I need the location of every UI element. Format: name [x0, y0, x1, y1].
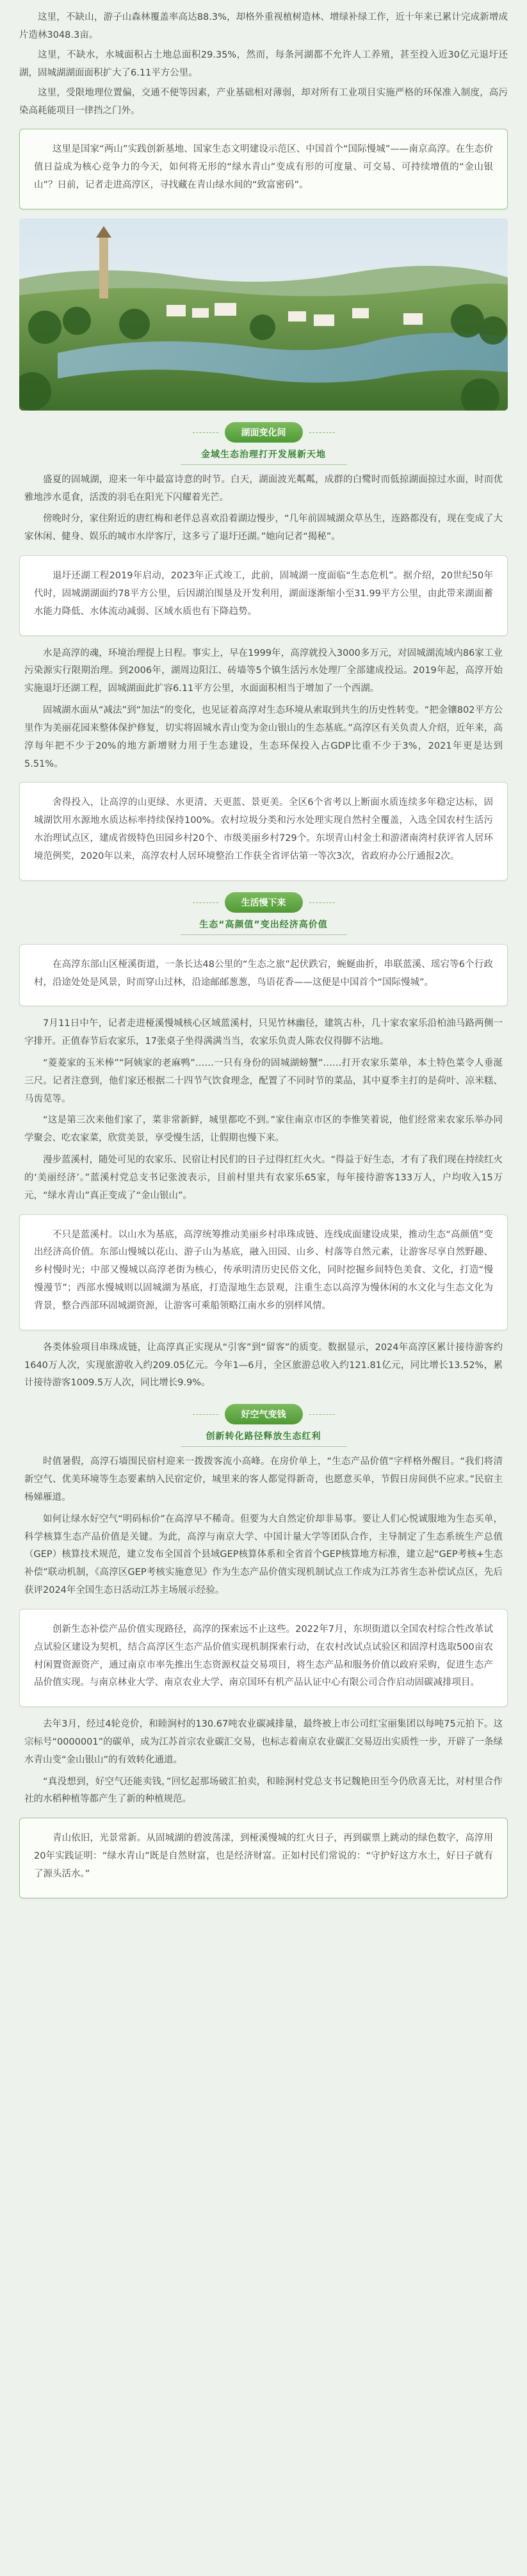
body-paragraph: 水是高淳的魂，环境治理提上日程。事实上，早在1999年，高淳就投入3000多万元，对固城湖流域内86家工业污染源实行限期治理。到2006年，湖周边阳江、砖墙等5个镇生活污水处理厂全部建成投运。2019年起，高淳开始实施退圩还湖工程，固城湖面此扩容6.11平方公里，水面面积相当于增加了一个西湖。 [24, 648, 503, 694]
body-paragraph: “这是第三次来他们家了，菜非常新鲜，城里都吃不到。”家住南京市区的李惟笑着说，他们经常来农家乐举办同学聚会、吃农家菜，欣赏美景，享受慢生活，让假期也慢下来。 [24, 1115, 503, 1144]
info-card [19, 555, 508, 635]
info-card [19, 944, 508, 1007]
section-header-air [19, 1404, 508, 1447]
section-header-slow-life [19, 892, 508, 935]
card-paragraph: 舍得投入，让高淳的山更绿、水更清、天更蓝、景更美。全区6个省考以上断面水质连续多年稳定达标，固城湖饮用水源地水质达标率持续保持100%。农村垃圾分类和污水处理实现自然村全覆盖，入选全国农村生活污水治理试点区，建成省级特色田园乡村20个、市级美丽乡村729个。东坝青山村金土和游渚南湾村获评省人居环境范例奖，2020年以来，高淳农村人居环境整治工作获全省评估第一等次3次，省政府办公厅通报2次。 [34, 797, 493, 861]
body-paragraph: 去年3月，经过4轮竞价，和睦涧村的130.67吨农业碳减排量，最终被上市公司红宝丽集团以每吨75元拍下。这宗标号“0000001”的碳单，成为江苏首宗农业碳汇交易，也标志着南京农业碳汇交易迈出实质性一步，开辟了一条绿水青山变“金山银山”的有效转化通道。 [24, 1719, 503, 1765]
card-paragraph: 退圩还湖工程2019年启动，2023年正式竣工，此前，固城湖一度面临“生态危机”。据介绍，20世纪50年代时，固城湖湖面约78平方公里，后因湖泊围垦及开发利用，湖面逐渐缩小至31.99平方公里，由此带来湖面蓄水能力降低、水体流动减弱、区域水质也有下降趋势。 [34, 571, 493, 617]
body-paragraph: “真没想到，好空气还能卖钱，”回忆起那场破汇拍卖，和睦涧村党总支书记魏艳田至今仍欣喜无比，对村里合作社的水稻种植等都产生了新的种植规范。 [24, 1776, 503, 1805]
closing-card [19, 1818, 508, 1898]
info-card [19, 782, 508, 880]
section-body [19, 1453, 508, 1600]
section-subtitle: 金域生态治理打开发展新天地 [201, 449, 326, 460]
section-body [19, 645, 508, 774]
body-paragraph: 7月11日中午，记者走进桠溪慢城核心区域蓝溪村，只见竹林幽径，建筑古朴，几十家农家乐沿柏油马路两侧一字排开。正值春节后农家乐，17张桌子坐得满满当当，农家乐负责人陈农仪得脚不沾地。 [24, 1018, 503, 1047]
section-body [19, 1716, 508, 1809]
section-divider [181, 1446, 347, 1447]
landscape-illustration [19, 218, 508, 411]
lead-paragraph: 这里是国家“两山”实践创新基地、国家生态文明建设示范区、中国首个“国际慢城”——南京高淳。在生态价值日益成为核心竞争力的今天，如何将无形的“绿水青山”变成有形的可度量、可交易、可持续增值的“金山银山”？日前，记者走进高淳区，寻找藏在青山绿水间的“致富密码”。 [34, 144, 493, 190]
card-paragraph: 不只是蓝溪村。以山水为基底，高淳统筹推动美丽乡村串珠成链、连线成面建设成果，推动生态“高颜值”变出经济高价值。东部山慢城以花山、游子山为基底，融入田园、山乡、村落等自然元素，让游客尽享自然野趣、乡村慢时光；中部又慢城以高淳老街为核心，传承明清历史民俗文化，同时挖掘乡间特色美食、文化，打造“慢慢漫节”；西部水慢城则以固城湖为基底，打造湿地生态景观，注重生态以高淳为慢休闲的水文化与生态文化为背景，整合西部环固城湖资源，让游客可乘船领略江南水乡的别样风情。 [34, 1229, 493, 1311]
body-paragraph: “菱菱家的玉米棒”“阿姨家的老麻鸭”……一只有身份的固城湖螃蟹”……打开农家乐菜单，本土特色菜令人垂涎三尺。记者注意到，他们家还根据二十四节气饮食理念，配置了不同时节的菜品，其中夏季主打的是荷叶、凉米糕、马齿苋等。 [24, 1057, 503, 1104]
section-subtitle: 生态“高颜值”变出经济高价值 [199, 919, 328, 930]
section-divider [181, 464, 347, 465]
intro-block [19, 9, 508, 120]
section-body [19, 1339, 508, 1392]
body-paragraph: 时值暑假，高淳石墙围民宿村迎来一拨拨客流小高峰。在房价单上，“生态产品价值”字样格外醒目。“我们将清新空气、优美环境等生态要素纳入民宿定价，城里来的客人都觉得新奇，也愿意买单，节假日房间供不应求。”民宿主杨娣雁道。 [24, 1456, 503, 1503]
body-paragraph: 漫步蓝溪村，随处可见的农家乐、民宿让村民们的日子过得红红火火。“得益于好生态，才有了我们现在持续红火的‘美丽经济’。”蓝溪村党总支书记张波表示，目前村里共有农家乐65家，每年接待游客133万人，户均收入15万元，“绿水青山”真正变成了“金山银山”。 [24, 1155, 503, 1201]
body-paragraph: 盛夏的固城湖，迎来一年中最富诗意的时节。白天，湖面波光粼粼，成群的白鹭时而低掠湖面掠过水面，时而优雅地涉水觅食，活泼的羽毛在阳光下闪耀着光芒。 [24, 474, 503, 503]
card-paragraph: 在高淳东部山区桠溪街道，一条长达48公里的“生态之旅”起伏跌宕，蜿蜒曲折，串联蓝溪、瑶宕等6个行政村，沿途处处是风景，时而穿山过林，沿途邮邮葱葱，鸟语花香——这便是中国首个“国际慢城”。 [34, 959, 493, 988]
body-paragraph: 如何让绿水好空气“明码标价”在高淳早不稀奇。但要为大自然定价却非易事。要让人们心悦诚服地为生态买单，科学核算生态产品价值是关键。为此，高淳与南京大学、中国计量大学等团队合作，主导制定了生态系统生产总值（GEP）核算技术规范，建立发布全国首个县域GEP核算体系和全省首个GEP核算地方标准，建立起“GEP考核+生态补偿”联动机制，《高淳区GEP考核实施意见》作为生态产品价值实现机制试点工作成为江苏省生态补偿试点区，先后获评2024年全国生态日活动江苏主场展示经验。 [24, 1513, 503, 1596]
body-paragraph: 固城湖水面从“减法”到“加法”的变化，也见证着高淳对生态环境从索取到共生的历史性转变。“把金镶802平方公里作为美丽花园来整体保护修复，切实将固城水青山变为金山银山的生态基底。”高淳区有关负责人介绍，近年来，高淳每年把不少于20%的地方新增财力用于生态建设，生态环保投入占GDP比重不少于3%，2021年更是达到5.51%。 [24, 705, 503, 769]
body-paragraph: 各类体验项目串珠成链，让高淳真正实现从“引客”到“留客”的质变。数据显示，2024年高淳区累计接待游客约1640万人次，实现旅游收入约209.05亿元。今年1—6月，全区旅游总收入约121.81亿元，同比增长13.52%，累计接待游客1009.5万人次，同比增长9.9%。 [24, 1342, 503, 1389]
section-badge: 湖面变化间 [225, 422, 303, 443]
card-paragraph: 青山依旧，光景常新。从固城湖的碧波荡漾，到桠溪慢城的红火日子，再到碳票上跳动的绿色数字，高淳用20年实践证明：“绿水青山”既是自然财富，也是经济财富。正如村民们常说的：“守护好这方水土，好日子就有了源头活水。” [34, 1833, 493, 1879]
section-body [19, 1015, 508, 1205]
intro-paragraph: 这里，不缺水，水城面积占土地总面积29.35%，然而，每条河湖都不允许人工养殖，甚至投入近30亿元退圩还湖，固城湖湖面面积扩大了6.11平方公里。 [19, 50, 508, 78]
info-card [19, 1609, 508, 1707]
section-badge: 生活慢下来 [225, 892, 303, 913]
intro-paragraph: 这里，不缺山，游子山森林覆盖率高达88.3%，却格外重视植树造林、增绿补绿工作，近十年来已累计完成新增成片造林3048.3亩。 [19, 12, 508, 40]
section-subtitle: 创新转化路径释放生态红利 [206, 1431, 321, 1442]
card-paragraph: 创新生态补偿产品价值实现路径，高淳的探索远不止这些。2022年7月，东坝街道以全国农村综合性改革试点试验区建设为契机，结合高淳区生态产品价值实现机制探索行动，在农村改试点试验区和固淳村选取500亩农村闲置资源资产，通过南京市率先推出生态资源权益交易项目，将生态产品和服务价值以政府采购，促进生态产品价值实现。与南京林业大学、南京农业大学、南京国环有机产品认证中心有限公司合作启动固碳减排项目。 [34, 1624, 493, 1688]
info-card [19, 1214, 508, 1330]
lead-card [19, 129, 508, 209]
landscape-photo [19, 218, 508, 411]
section-header-lake [19, 422, 508, 465]
intro-paragraph: 这里，受限地理位置偏，交通不便等因素，产业基础相对薄弱，却对所有工业项目实施严格的环保准入制度，高污染高耗能项目一律挡之门外。 [19, 88, 508, 116]
section-body [19, 471, 508, 546]
body-paragraph: 傍晚时分，家住附近的唐红梅和老伴总喜欢沿着湖边慢步，“几年前固城湖众草丛生，连路都没有，现在变成了大家休闲、健身、娱乐的城市水岸客厅，这多亏了退圩还湖。”她向记者“揭秘”。 [24, 514, 503, 542]
section-badge: 好空气变钱 [225, 1404, 303, 1424]
section-divider [181, 934, 347, 935]
